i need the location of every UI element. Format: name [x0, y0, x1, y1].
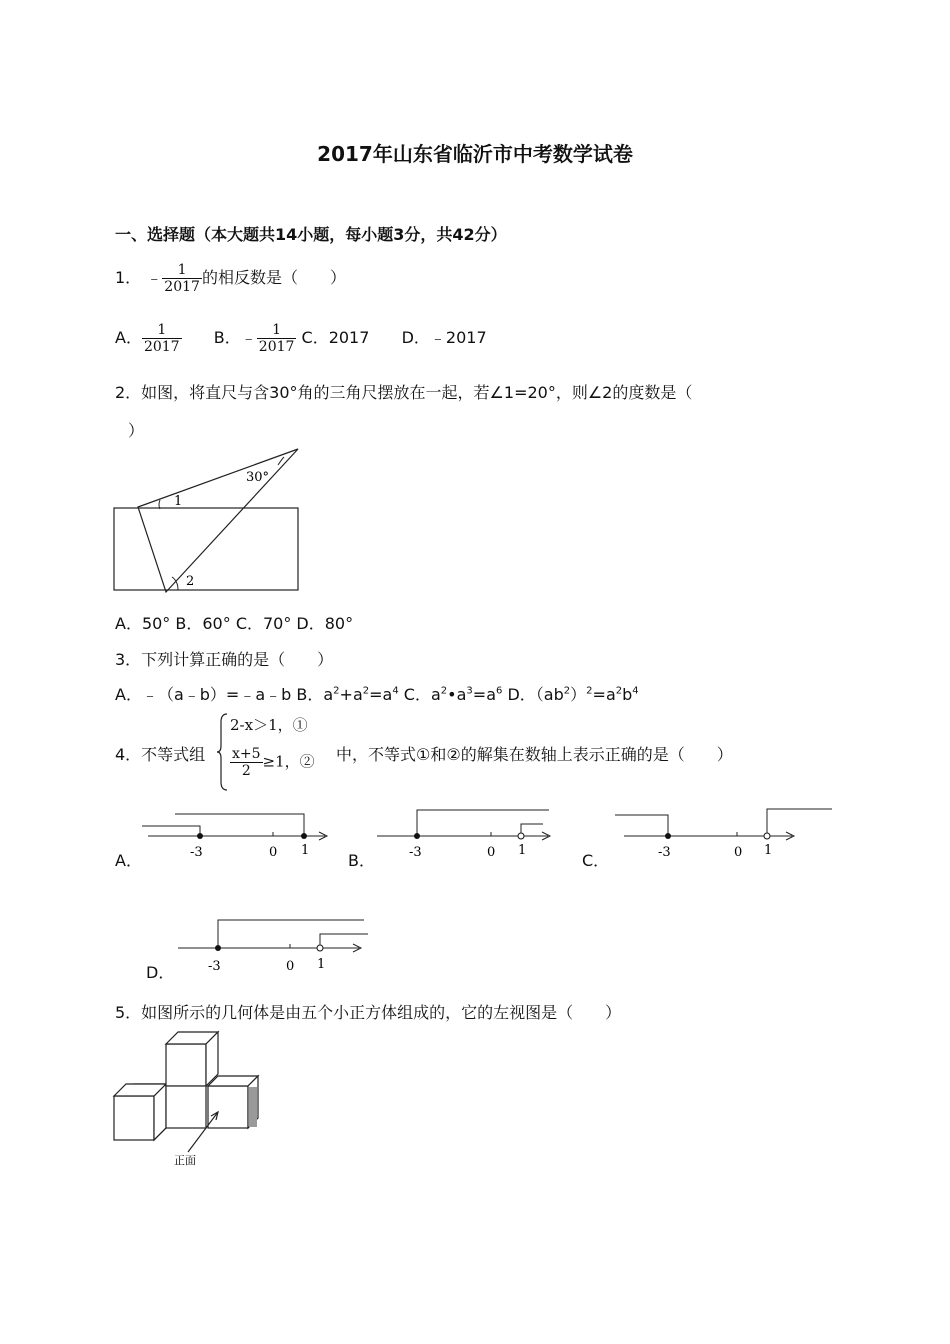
- svg-text:0: 0: [286, 959, 295, 974]
- question-2-line2: ）: [128, 421, 145, 440]
- triangle-ruler: [138, 449, 298, 592]
- q1-option-c: C．2017: [301, 328, 370, 348]
- q1-fraction: $\frac{1}{2017}$: [164, 262, 200, 296]
- question-1: [115, 262, 346, 295]
- svg-text:0: 0: [487, 845, 496, 860]
- q2-options: A．50° B．60° C．70° D．80°: [115, 614, 354, 633]
- svg-text:-3: -3: [658, 845, 671, 860]
- label-30-degree: 30°: [246, 470, 270, 485]
- q3-options: A．﹣（a﹣b）=﹣a﹣b B．$a^2+a^2=a^4$ C．$a^2•a^3=a^6$ D．$(ab^2)^2=a^2b^4$: [115, 685, 639, 704]
- page-title: 2017年山东省临沂市中考数学试卷: [317, 142, 633, 166]
- q4-inequality-1: 2-x＞1，①: [230, 716, 308, 734]
- q4-option-b-label: B．: [348, 851, 375, 870]
- q4-suffix: 中，不等式①和②的解集在数轴上表示正确的是（ ）: [336, 745, 733, 764]
- section-heading: 一、选择题（本大题共14小题，每小题3分，共42分）: [115, 225, 507, 244]
- q1-number: 1．: [115, 268, 142, 288]
- question-3: 3．下列计算正确的是（ ）: [115, 650, 334, 669]
- svg-text:1: 1: [317, 957, 326, 972]
- question-2-line1: 2．如图，将直尺与含30°角的三角尺摆放在一起，若∠1=20°，则∠2的度数是（: [115, 383, 693, 402]
- q1-options: [115, 322, 487, 355]
- q4-number-line-a: [140, 808, 335, 863]
- svg-text:1: 1: [301, 843, 310, 858]
- q1-neg: ﹣: [146, 268, 163, 288]
- svg-text:1: 1: [518, 843, 527, 858]
- q4-option-c-label: C．: [582, 851, 610, 870]
- q1-option-b-fraction: $\frac{1}{2017}$: [258, 322, 295, 356]
- q1-option-a: A．: [115, 328, 142, 348]
- label-angle-1: 1: [174, 494, 183, 509]
- q4-number-line-c: [610, 803, 835, 863]
- label-angle-2: 2: [186, 574, 195, 589]
- svg-text:1: 1: [764, 843, 773, 858]
- q4-option-a-label: A．: [115, 851, 142, 870]
- q1-option-b-neg: ﹣: [240, 328, 257, 348]
- q1-text: 的相反数是（ ）: [201, 268, 346, 288]
- svg-text:-3: -3: [409, 845, 422, 860]
- q4-number-line-b: [373, 800, 558, 863]
- angle-1-arc: [159, 500, 160, 509]
- q4-inequality-2: $\frac{x+5}{2}$ ≥1，②: [232, 746, 315, 780]
- q4-number-line-d: [174, 912, 374, 977]
- q4-prefix: 4．不等式组: [115, 745, 206, 764]
- front-label: 正面: [174, 1154, 196, 1167]
- angle-30-arc: [278, 457, 284, 465]
- q1-option-d: D．﹣2017: [401, 328, 487, 348]
- q1-option-b: B．: [213, 328, 241, 348]
- q4-option-d-label: D．: [146, 963, 175, 982]
- svg-text:0: 0: [269, 845, 278, 860]
- q2-figure: [110, 445, 310, 595]
- svg-text:-3: -3: [208, 959, 221, 974]
- question-5: 5．如图所示的几何体是由五个小正方体组成的，它的左视图是（ ）: [115, 1003, 622, 1022]
- svg-text:-3: -3: [190, 845, 203, 860]
- q1-option-a-fraction: $\frac{1}{2017}$: [143, 322, 180, 356]
- q4-brace: [217, 712, 229, 792]
- angle-2-arc: [172, 577, 178, 590]
- q5-cube-figure: [110, 1030, 270, 1175]
- svg-text:0: 0: [734, 845, 743, 860]
